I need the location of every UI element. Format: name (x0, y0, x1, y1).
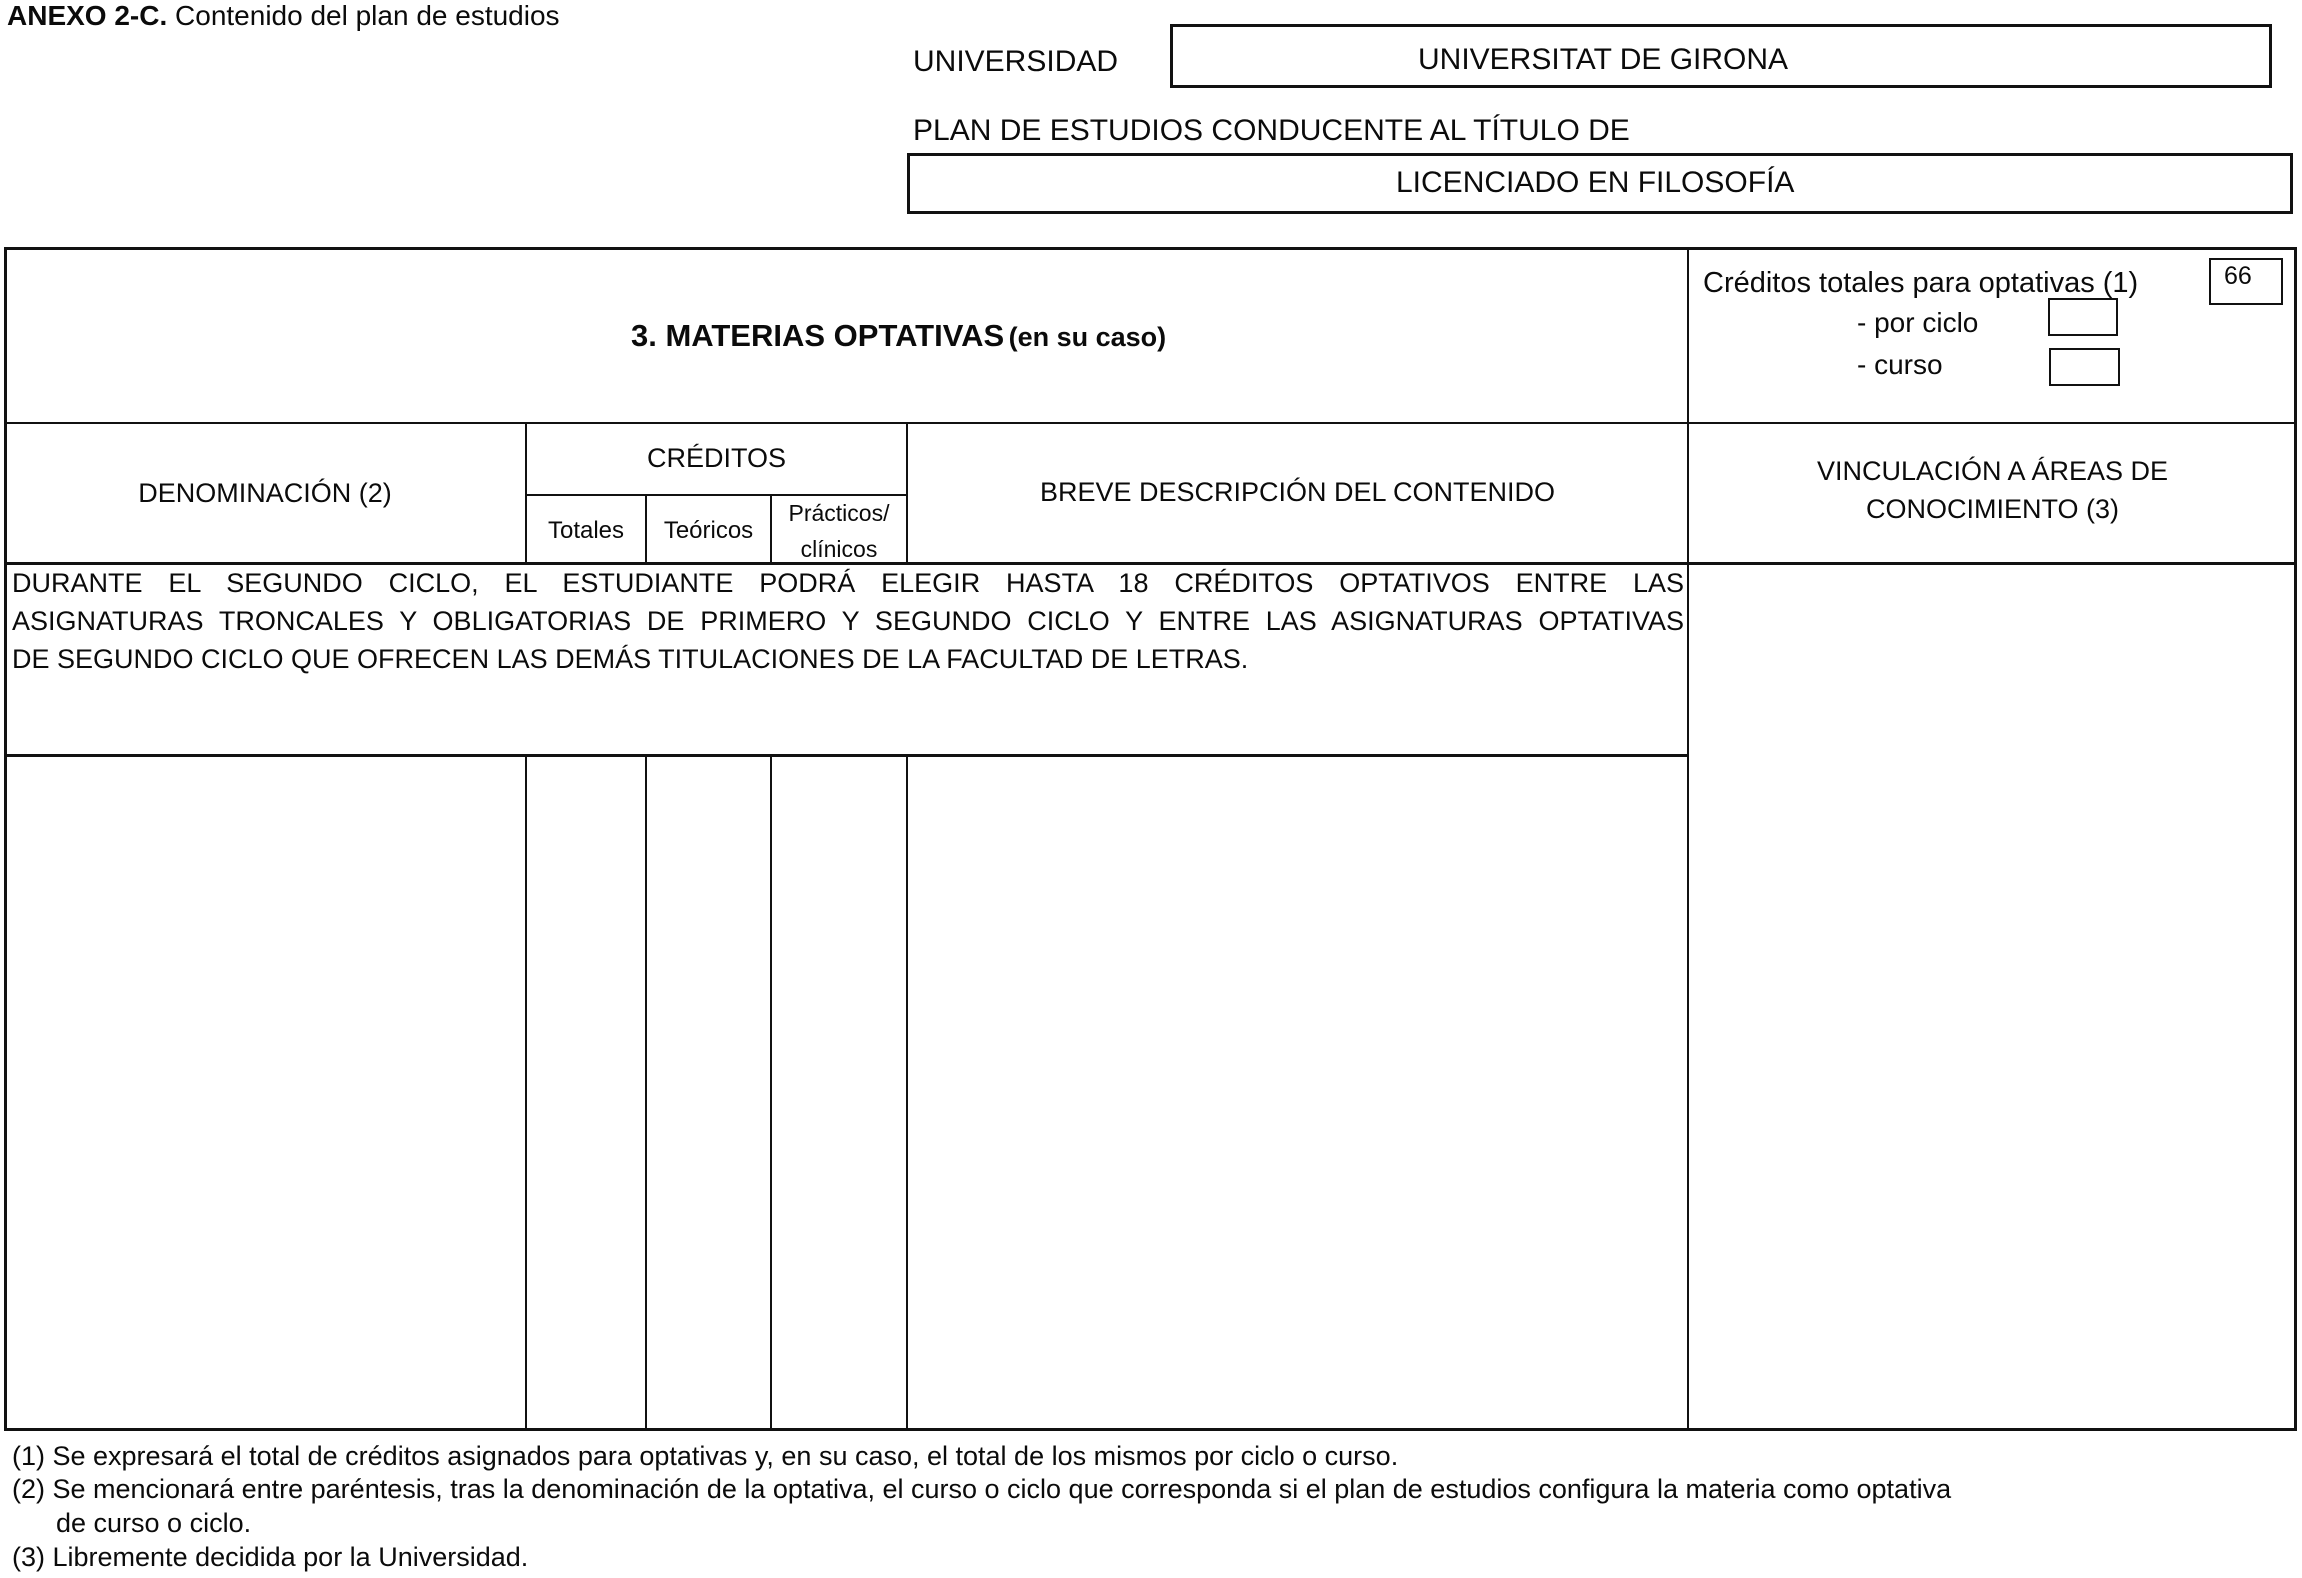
university-label: UNIVERSIDAD (913, 45, 1119, 78)
per-course-label: - curso (1857, 349, 1943, 380)
table-rule (4, 754, 1688, 757)
footnote-2: (2) Se mencionará entre paréntesis, tras la denominación de la optativa, el curso o ciclo que corresponda si el plan de estudios configura la materia como optativa (12, 1474, 1952, 1504)
annex-heading (7, 0, 560, 32)
body-text-line: ASIGNATURAS TRONCALES Y OBLIGATORIAS DE PRIMERO Y SEGUNDO CICLO Y ENTRE LAS ASIGNATURAS OPTATIVAS (12, 606, 1684, 636)
annex-title: Contenido del plan de estudios (175, 0, 560, 31)
per-cycle-box (2048, 298, 2118, 336)
column-header-descripcion: BREVE DESCRIPCIÓN DEL CONTENIDO (1039, 477, 1556, 507)
university-value: UNIVERSITAT DE GIRONA (1418, 43, 1789, 76)
column-header-denominacion: DENOMINACIÓN (2) (138, 478, 392, 508)
table-rule (645, 755, 647, 1431)
body-text-line: DURANTE EL SEGUNDO CICLO, EL ESTUDIANTE PODRÁ ELEGIR HASTA 18 CRÉDITOS OPTATIVOS ENTRE LAS (12, 568, 1684, 598)
body-text-line: DE SEGUNDO CICLO QUE OFRECEN LAS DEMÁS TITULACIONES DE LA FACULTAD DE LETRAS. (12, 644, 1249, 674)
column-header-clinicos: clínicos (800, 536, 878, 562)
footnote-2-continuation: de curso o ciclo. (56, 1508, 252, 1538)
column-header-totales: Totales (547, 517, 625, 544)
column-header-practicos: Prácticos/ (788, 500, 890, 526)
total-credits-box (2209, 258, 2283, 305)
table-rule (770, 755, 772, 1431)
section-title (631, 316, 1166, 362)
table-rule (1687, 247, 1689, 1431)
degree-value: LICENCIADO EN FILOSOFÍA (1396, 166, 1795, 199)
column-header-teoricos: Teóricos (663, 517, 754, 544)
column-header-vinculacion-line2: CONOCIMIENTO (3) (1865, 494, 2119, 524)
footnote-1: (1) Se expresará el total de créditos asignados para optativas y, en su caso, el total de los mismos por ciclo o curso. (12, 1441, 1399, 1471)
table-rule (526, 494, 907, 496)
annex-label: ANEXO 2-C. (7, 0, 168, 31)
per-cycle-label: - por ciclo (1857, 307, 1979, 338)
total-credits-label: Créditos totales para optativas (1) (1703, 267, 2139, 299)
degree-label: PLAN DE ESTUDIOS CONDUCENTE AL TÍTULO DE (913, 114, 1630, 147)
per-course-box (2049, 348, 2120, 386)
column-header-vinculacion: VINCULACIÓN A ÁREAS DE (1816, 456, 2169, 486)
section-title-main: 3. MATERIAS OPTATIVAS (631, 318, 1005, 353)
table-rule (525, 755, 527, 1431)
footnote-3: (3) Libremente decidida por la Universidad. (12, 1542, 529, 1572)
table-rule (906, 755, 908, 1431)
table-rule (4, 422, 2297, 424)
column-header-creditos: CRÉDITOS (646, 443, 787, 473)
section-title-note: (en su caso) (1008, 322, 1167, 352)
total-credits-value: 66 (2224, 262, 2252, 290)
optional-subjects-table (4, 247, 2297, 1431)
